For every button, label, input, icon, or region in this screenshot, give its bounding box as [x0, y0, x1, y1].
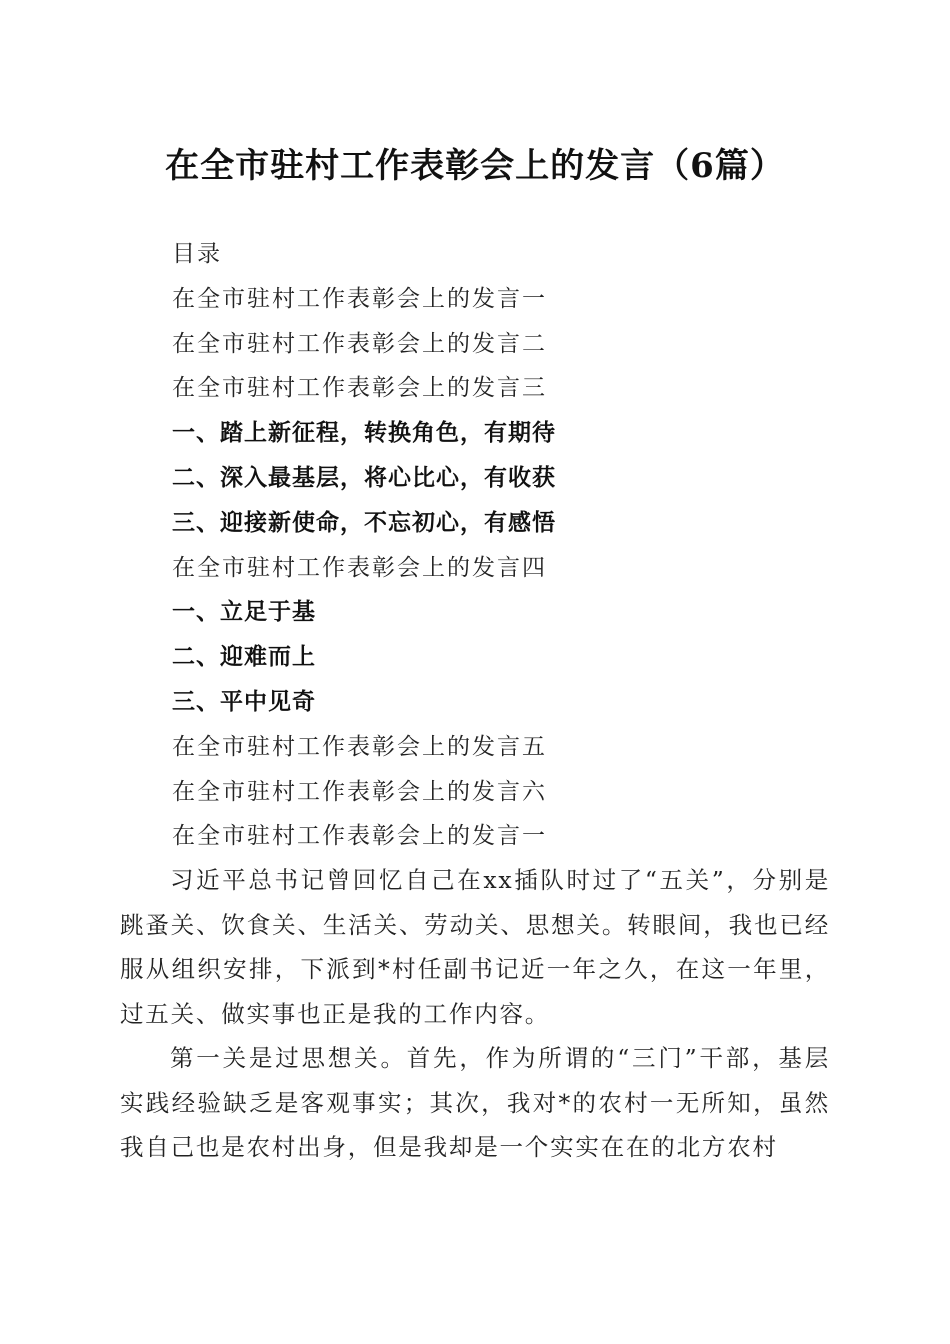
toc-item[interactable]: 在全市驻村工作表彰会上的发言三 [172, 375, 547, 402]
document-title: 在全市驻村工作表彰会上的发言（6篇） [165, 146, 785, 186]
toc-item[interactable]: 在全市驻村工作表彰会上的发言一 [172, 285, 547, 312]
toc-subitem[interactable]: 三、平中见奇 [172, 688, 316, 715]
section-heading: 在全市驻村工作表彰会上的发言一 [172, 823, 547, 850]
toc-item[interactable]: 在全市驻村工作表彰会上的发言五 [172, 733, 547, 760]
toc-item[interactable]: 在全市驻村工作表彰会上的发言六 [172, 778, 547, 805]
toc-subitem[interactable]: 一、踏上新征程，转换角色，有期待 [172, 420, 556, 447]
toc-subitem[interactable]: 三、迎接新使命，不忘初心，有感悟 [172, 509, 556, 536]
table-of-contents [172, 232, 872, 859]
toc-item[interactable]: 在全市驻村工作表彰会上的发言四 [172, 554, 547, 581]
paragraph: 第一关是过思想关。首先，作为所谓的“三门”干部，基层实践经验缺乏是客观事实；其次，我对*的农村一无所知，虽然我自己也是农村出身，但是我却是一个实实在在的北方农村 [120, 1044, 830, 1161]
toc-item[interactable]: 在全市驻村工作表彰会上的发言二 [172, 330, 547, 357]
paragraph: 习近平总书记曾回忆自己在xx插队时过了“五关”，分别是跳蚤关、饮食关、生活关、劳动关、思想关。转眼间，我也已经服从组织安排，下派到*村任副书记近一年之久，在这一年里，过五关、做实事也正是我的工作内容。 [120, 866, 830, 1028]
toc-subitem[interactable]: 二、深入最基层，将心比心，有收获 [172, 464, 556, 491]
toc-heading: 目录 [172, 241, 222, 267]
toc-subitem[interactable]: 二、迎难而上 [172, 644, 316, 671]
toc-subitem[interactable]: 一、立足于基 [172, 599, 316, 626]
body-text [120, 858, 830, 1170]
